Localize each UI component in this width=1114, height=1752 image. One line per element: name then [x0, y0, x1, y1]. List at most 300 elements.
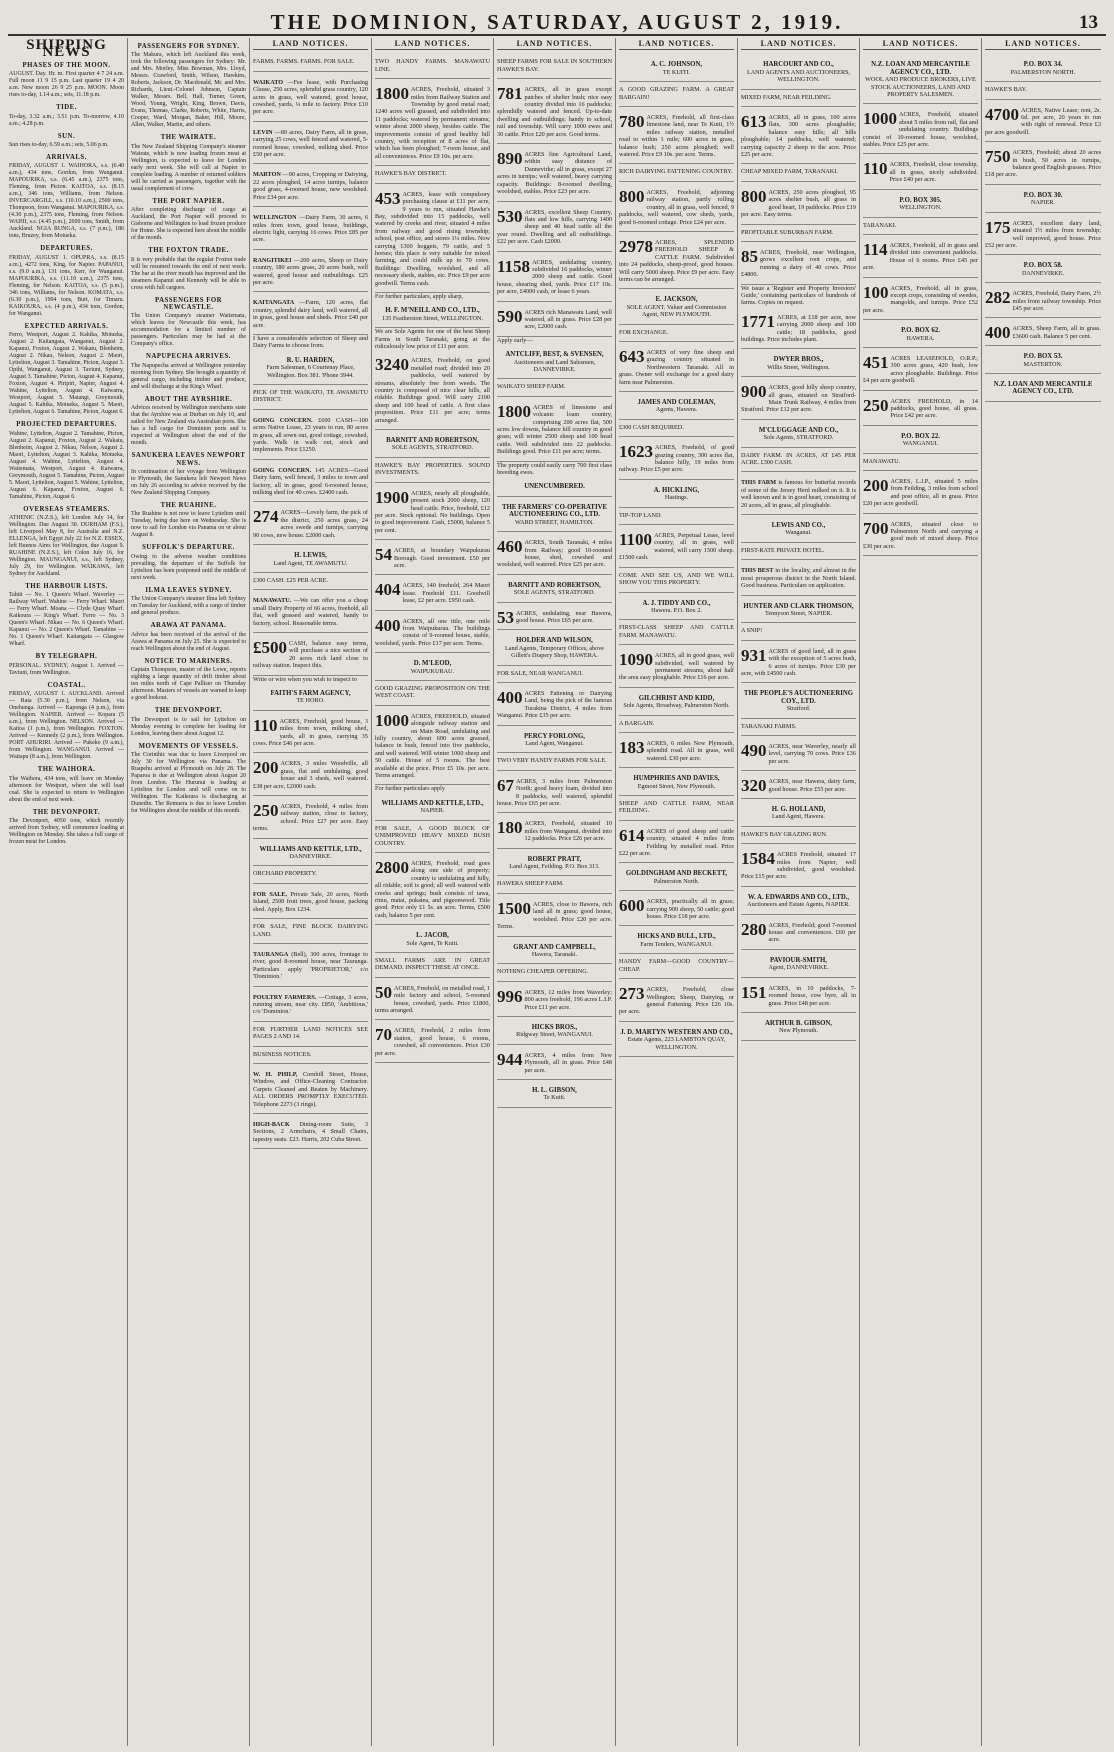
notice-note: The property could easily carry 700 first class breeding ewes. — [497, 461, 612, 477]
news-heading: THE PORT NAPIER. — [152, 197, 225, 205]
acreage-figure: 110 — [863, 159, 888, 179]
agent-signature-block — [497, 575, 612, 603]
notice-heading: TWO VERY HANDY FARMS FOR SALE. — [497, 753, 612, 770]
agent-address: SOLE AGENTS, STRATFORD. — [513, 589, 596, 597]
agent-signature-block — [619, 289, 734, 324]
land-advertisement — [985, 142, 1101, 185]
advertisement-body — [253, 129, 368, 159]
acreage-figure: 614 — [619, 825, 645, 845]
agent-address: 135 Featherston Street, WELLINGTON. — [382, 314, 483, 322]
column-header: LAND NOTICES. — [253, 40, 368, 50]
advertisement-body — [741, 851, 856, 881]
news-body: The Union Company's steamer Waitemata, which leaves for Newcastle this week, has accommodation for a limited number of passengers. Particulars may be had at the Company's office. — [131, 313, 246, 348]
acreage-figure: 280 — [741, 919, 767, 939]
advertisement-text: ACRES Fattening or Dairying Land, being the pick of the famous Turakina District, 4 miles from Wanganui. Price £35 per acre. — [497, 689, 612, 720]
agent-signature-block — [741, 420, 856, 448]
land-advertisement — [863, 104, 978, 154]
shipping-section-body: To-day, 3.32 a.m.; 3.51 p.m. To-morrow, 4.10 a.m.; 4.28 p.m. — [9, 113, 124, 127]
advertisement-body — [253, 715, 368, 748]
agent-signature-block — [375, 793, 490, 821]
land-advertisement — [375, 540, 490, 575]
acreage-figure: 890 — [497, 149, 523, 169]
agent-signature-block — [985, 255, 1101, 283]
agent-signature-block — [619, 863, 734, 891]
notice-note: We are Sole Agents for one of the best Sheep Farms in South Taranaki, going at the ridiculously low price of £11 per acre. — [375, 328, 490, 350]
news-body: The Corinthic was due to leave Liverpool on July 30 for Wellington via Panama. The Ruapehu arrived at Plymouth on July 28. The Paparoa is due at Wellington about August 20 from London. The Hurunui is loading at Lyttelton for London and will come on to Wellington. The Kaikoura is discharging at Dunedin. The Remuera is due to leave London for Wellington about the middle of this month. — [131, 751, 246, 814]
agent-name: D. M'LEOD, — [413, 660, 452, 668]
land-advertisement — [375, 184, 490, 293]
advertisement-body — [985, 290, 1101, 312]
land-advertisement — [741, 107, 856, 164]
notice-heading: A BARGAIN. — [619, 716, 734, 733]
advertisement-text: ACRES, 4 miles from New Plymouth, all in grass. Price £48 per acre. — [524, 1051, 612, 1074]
notice-heading: A GOOD GRAZING FARM. A GREAT BARGAIN! — [619, 82, 734, 107]
advertisement-body — [497, 86, 612, 138]
acreage-figure: 1771 — [741, 311, 775, 331]
agent-address: MASTERTON. — [1023, 360, 1063, 368]
advertisement-body — [253, 299, 368, 329]
agent-name: P.O. BOX 34. — [1023, 61, 1063, 69]
land-advertisement — [497, 894, 612, 937]
advertisement-headline: GOING CONCERN. — [253, 466, 312, 474]
acreage-figure: 54 — [375, 545, 392, 565]
agent-name: P.O. BOX 30. — [1023, 191, 1063, 199]
agent-signature-block — [253, 839, 368, 867]
advertisement-text: ACRES Freehold, situated 17 miles from Napier, well subdivided, good woolshed. Price £15 per acre. — [741, 851, 856, 881]
agent-signature-block — [619, 593, 734, 621]
advertisement-body — [619, 652, 734, 682]
acreage-figure: 1000 — [863, 109, 897, 129]
agent-name: HOLDER AND WILSON, — [516, 637, 593, 645]
shipping-section-body: Ferro, Westport, August 2. Kahika, Motueka, August 2. Kaitangata, Wanganui, August 2. Kapanui, Foxton, August 2. Wakatu, Blenheim, August 2. Nikau, Nelson, August 2. Maori, Lyttelton, August 3. Tamahine, Picton, August 3. Opihi, Wanganui, August 3. Taviuni, Sydney, August 3. Tamahine, Picton, August 4. Kapanui, Foxton, August 4. Piripiri, Napier, August 4. Wahine, Lyttelton, August 4. Kaiwarra, Westport, August 5. Matangi, Greymouth, August 5. Kahika, Motueka, August 5. Maori, Lyttelton, August 6. Tamahine, Picton, August 6. — [9, 332, 124, 416]
news-body: In continuation of her voyage from Wellington to Plymouth, the Sanukera left Newport News on July 26 according to advice received by the New Zealand Shipping Company. — [131, 469, 246, 497]
notice-heading: MANAWATU. — [863, 454, 978, 471]
agent-signature-block — [253, 683, 368, 711]
advertisement-body — [863, 395, 978, 420]
advertisement-text: —Dairy Farm, 30 acres, 6 miles from town, good house, buildings, electric light, carrying 16 cows. Price £85 per acre. — [253, 214, 369, 244]
news-body: Captain Thompson, master of the Lowe, reports sighting a large quantity of drift timber about ten miles north of Cape Palliser on Thursday afternoon. Masters of vessels are warned to keep a good lookout. — [131, 667, 246, 702]
advertisement-text: Private Sale, 20 acres, North Island, 2500 fruit trees, good house, packing shed. Apply, Box 1234. — [253, 890, 369, 913]
shipping-section-body: Wahine, Lyttelton, August 2. Tamahine, Picton, August 2. Kapanui, Foxton, August 2. Wakatu, Blenheim, August 2. Nikau, Nelson, August 2. Maori, Lyttelton, August 3. Kahika, Motueka, August 4. Wahine, Lyttelton, August 4. Waitemata, Westport, August 4. Kaiwarra, Greymouth, August 5. Tamahine, Picton, August 5. Maori, Lyttelton, August 5. Wahine, Lyttelton, August 6. Kapanui, Foxton, August 6. Tamahine, Picton, August 6. — [9, 430, 124, 500]
advertisement-body — [253, 214, 368, 244]
agent-signature-block — [375, 925, 490, 953]
shipping-section-heading: BY TELEGRAPH. — [35, 653, 98, 661]
acreage-figure: 530 — [497, 206, 523, 226]
advertisement-text: ACRES, at boundary Waipukurau Borough. Good investment. £50 per acre. — [394, 547, 490, 569]
land-advertisement — [741, 377, 856, 420]
advertisement-body — [497, 206, 612, 246]
advertisement-text: ACRES, Perpetual Lease, level country, all in grass, well watered, will carry 1500 sheep. £1500 cash. — [619, 532, 734, 562]
agent-name: P.O. BOX 62. — [901, 327, 940, 335]
advertisement-text: ACRES, practically all in grass; carrying 900 sheep, 50 cattle; good house. Price £18 per acre. — [646, 898, 734, 921]
advertisement-text: ACRES, all one title, one mile from Waipukurau. The buildings consist of 9-roomed house, stable, woolshed, yards. Price £17 per acre. Terms. — [375, 617, 490, 647]
notice-heading: DAIRY FARM. IN ACRES, AT £45 PER ACRE. £300 CASH. — [741, 448, 856, 473]
advertisement-text: —Cottage, 3 acres, running stream, near city. £850, 'Ambitious,' c/o 'Dominion.' — [253, 993, 368, 1016]
advertisement-text: ACRES, Freehold, of good grazing country, 300 acres flat, balance hilly, 19 miles from railway. Price £5 per acre. — [619, 444, 734, 474]
advertisement-text: ACRES fine Agricultural Land, within easy distance of Dannevirke; all in grass, except 27 acres in turnips; well watered, heavy carrying capacity. Buildings: 8-roomed dwelling, woolshed, stables. Price £23 per acre. — [497, 151, 612, 196]
agent-signature-block — [253, 545, 368, 573]
shipping-section-heading: SUN. — [57, 132, 76, 140]
agent-address: WANGANUI. — [902, 440, 939, 448]
agent-signature-block — [741, 683, 856, 718]
land-advertisement — [253, 207, 368, 250]
acreage-figure: 3240 — [375, 355, 409, 375]
advertisement-text: ACRES, excellent dairy land, situated 1½ miles from township; well improved, good house. Price £52 per acre. — [985, 219, 1101, 249]
notice-heading: £300 CASH REQUIRED. — [619, 420, 734, 437]
advertisement-text: in the locality, and almost in the most prosperous district in the North Island. Good business. Particulars on application. — [741, 567, 856, 590]
land-advertisement — [863, 278, 978, 321]
agent-name: THE PEOPLE'S AUCTIONEERING COY., LTD. — [743, 690, 854, 705]
shipping-section-body: FRIDAY, AUGUST 1. AUCKLAND. Arrived — Rata (5.30 p.m.), from Nelson, via Onehunga. Arrived — Kaponga (4 p.m.), from Wellington. NAPIER. Arrived — Kopara (5 a.m.), from Wellington. NELSON. Arrived — Kaitoa (1 p.m.), from Wellington. FOXTON. Arrived — Kennedy (2 p.m.), from Wellington. PORT AHURIRI. Arrived — Pukeko (9 a.m.), from Wellington. WANGANUI. Arrived — Waitapu (8 a.m.), from Wellington. — [9, 691, 124, 761]
column-shipping-cont — [128, 38, 250, 1746]
agent-address: WELLINGTON. — [899, 204, 942, 212]
advertisement-text: ACRES, all in grass except patches of shelter bush; nice easy country divided into 16 paddocks; splendidly watered and fenced. Up-to-date dwelling and outbuildings; handy to school, rail and township. Will carry 1000 ewes and 30 cattle. Price £20 per acre. Good terms. — [497, 86, 612, 138]
advertisement-body — [375, 86, 490, 160]
advertisement-body — [497, 306, 612, 331]
land-advertisement — [741, 307, 856, 350]
agent-name: HARCOURT AND CO., — [763, 61, 834, 69]
advertisement-headline: KAITANGATA — [253, 299, 295, 307]
advertisement-body — [497, 775, 612, 808]
agent-name: J. D. MARTYN WESTERN AND CO., — [620, 1028, 733, 1036]
agent-signature-block — [741, 596, 856, 624]
land-advertisement — [619, 645, 734, 688]
agent-name: THE FARMERS' CO-OPERATIVE AUCTIONEERING CO., LTD. — [501, 503, 608, 519]
notice-heading: NOTHING CHEAPER OFFERING. — [497, 964, 612, 981]
acreage-figure: 750 — [985, 147, 1011, 167]
news-heading: THE RUAHINE. — [160, 502, 217, 510]
land-advertisement — [619, 821, 734, 864]
news-body: The Napupecha arrived at Wellington yesterday morning from Sydney. She brought a quantity of general cargo, including timber and produce, and will discharge at the King's Wharf. — [131, 362, 246, 390]
advertisement-body — [741, 311, 856, 344]
shipping-section-body: Tahiti — No. 1 Queen's Wharf. Waverley — Railway Wharf. Wahine — Ferry Wharf. Maori — Ferry Wharf. Moana — Clyde Quay Wharf. Kaikoura — King's Wharf. Ferro — No. 3 Queen's Wharf. Nikau — No. 6 Queen's Wharf. Kapanui — No. 2 Queen's Wharf. Tamahine — No. 1 Queen's Wharf. Kaitangata — Glasgow Wharf. — [9, 592, 124, 648]
agent-signature-block — [497, 1080, 612, 1108]
news-body: Owing to the adverse weather conditions prevailing, the departure of the Suffolk for Lyttelton has been postponed until the middle of next week. — [131, 553, 246, 581]
advertisement-text: ACRES, lease with compulsory purchasing clause at £11 per acre, 9 years to run, situated Hawke's Bay, subdivided into 15 paddocks, well watered by creeks and river, situated 4 miles from railway and good rising township; school, post office, and stores 1¼ miles. Now carrying 1300 hoggets, 79 cattle, and 5 horses; this place is very suitable for mixed farming, and could milk up to 70 cows. Buildings: Dwelling, woolshed, and all necessary sheds, stables, etc. Price £9 per acre goodwill. Terms cash. — [375, 190, 490, 287]
shipping-section-heading: DEPARTURES. — [40, 245, 93, 253]
agent-signature-block — [497, 476, 612, 496]
advertisement-text: ACRES, situated close to Palmerston North and carrying a good mob of mixed sheep. Price £30 per acre. — [863, 520, 978, 550]
acreage-figure: 320 — [741, 776, 767, 796]
acreage-figure: 67 — [497, 775, 514, 795]
advertisement-body — [741, 246, 856, 279]
notice-heading: FOR EXCHANGE. — [619, 325, 734, 342]
agent-signature-block — [619, 54, 734, 82]
advertisement-text: ACRES, all in good grass, well subdivided, well watered by permanent streams, about half the area easy ploughable. Price £16 per acre. — [619, 652, 734, 682]
acreage-figure: 613 — [741, 112, 767, 132]
agent-signature-block — [985, 54, 1101, 82]
advertisement-text: ACRES, excellent Sheep Country, flats and low hills, carrying 1400 sheep and 40 head cattle all the year round. Dwelling and all outbuildings. £22 per acre. Cash £2000. — [497, 208, 612, 246]
land-advertisement — [497, 202, 612, 252]
land-advertisement — [741, 182, 856, 225]
agent-address: Egmont Street, New Plymouth. — [637, 782, 716, 790]
shipping-section-heading: TIDE. — [56, 104, 77, 112]
advertisement-text: ACRES LEASEHOLD, O.R.P.; 390 acres grass, 420 bush, low acres ploughable. Buildings. Price £4 per acre goodwill. — [863, 354, 978, 385]
column-header: LAND NOTICES. — [497, 40, 612, 50]
shipping-section-body: FRIDAY, AUGUST 1. OPUPRA, s.s. (8.15 a.m.), 4272 tons, King, for Napier. PAPANUI, s.s. (9.0 a.m.), 131 tons, Kerr, for Wanganui. MAPOURIKA, s.s. (11.10 a.m.), 2375 tons, Fleming, for Nelson. KAITOA, s.s. (5 p.m.), 346 tons, Williams, for Nelson. KOMATA, s.s. (6.30 p.m.), 1994 tons, Burt, for Timaru. KAIKOURA, s.s. (4 p.m.), 434 tons, Gordon, for Wanganui. — [9, 254, 124, 317]
agent-name: LEWIS AND CO., — [771, 522, 826, 530]
acreage-figure: 183 — [619, 737, 645, 757]
advertisement-text: (Bell), 300 acres, frontage to river, good 8-roomed house, near Tauranga. Particulars apply 'PROPRIETOR,' c/o 'Dominion.' — [253, 950, 368, 981]
column-land-7 — [982, 38, 1104, 1746]
notice-heading: FOR SALE, A GOOD BLOCK OF UNIMPROVED HEAVY MIXED BUSH COUNTRY. — [375, 821, 490, 853]
agent-name: GRANT AND CAMPBELL, — [513, 943, 596, 951]
land-advertisement — [253, 72, 368, 122]
acreage-figure: 800 — [619, 186, 645, 206]
agent-name: P.O. BOX 22. — [901, 432, 940, 440]
land-advertisement — [497, 79, 612, 144]
notice-heading: TARANAKI. — [863, 218, 978, 235]
notice-note: I have a considerable selection of Sheep and Dairy Farms to choose from. — [253, 334, 368, 350]
agent-address: Palmerston North. — [653, 877, 700, 885]
acreage-figure: 643 — [619, 346, 645, 366]
agent-name: FAITH'S FARM AGENCY, — [270, 689, 351, 697]
notice-note: For further particulars apply — [375, 785, 445, 793]
advertisement-text: ACRES FREEHOLD, in 14 paddocks, good house, all grass. Price £42 per acre. — [890, 397, 978, 420]
agent-signature-block — [375, 430, 490, 458]
shipping-section-body: FRIDAY, AUGUST 1. WAIHORA, s.s. (6.40 a.m.), 434 tons, Gordon, from Wanganui. MAPOURIKA, s.s. (6.45 a.m.), 2375 tons, Fleming, from Picton. KAITOA, s.s. (8.15 a.m.), 346 tons, Williams, from Nelson. INVERCARGILL, s.s. (10.10 a.m.), 2500 tons, Thompson, from Wanganui. MAPOURIKA, s.s. (4.30 p.m.), 2375 tons, Fleming, from Nelson. WAIHI, s.s. (4.45 p.m.), 2600 tons, Smith, from Auckland. NGIA RUNGA, s.s. (7 p.m.), 186 tons, Bruzey, from Motueka. — [9, 163, 124, 240]
advertisement-text: ACRES, SPLENDID FREEHOLD SHEEP & CATTLE FARM. Subdivided into 24 paddocks, sheep-proof, good houses. Will carry 5000 sheep. Price £9 per acre. Easy terms can be arranged. — [619, 238, 734, 283]
agent-name: H. F. M'NEILL AND CO., LTD., — [385, 307, 480, 315]
agent-address: PALMERSTON NORTH. — [1010, 68, 1076, 76]
advertisement-body — [985, 323, 1101, 343]
land-advertisement — [985, 318, 1101, 346]
acreage-figure: 1000 — [375, 710, 409, 730]
advertisement-text: ACRES—Lovely farm, the pick of the district, 250 acres grass, 24 acres swede and turnips, carrying 90 cows, new house. £2000 cash. — [253, 509, 368, 539]
acreage-figure: 250 — [863, 395, 889, 415]
advertisement-body — [619, 186, 734, 226]
news-heading: THE FOXTON TRADE. — [148, 247, 229, 255]
advertisement-text: ACRES of limestone and volcanic loam country, comprising 200 acres flat, 500 acres low downs, balance hill country in good grass; will winter 2500 sheep and 100 head cattle. Well subdivided into 22 paddocks. Buildings good. Price £11 per acre; terms. — [497, 403, 612, 456]
advertisement-text: ACRES, Freehold, on metalled road, 1 mile factory and school, 5-roomed house, cowshed, yards. Price £1800, terms arranged. — [375, 984, 490, 1014]
advertisement-body — [375, 357, 490, 424]
news-body: The Ruahine is not now to leave Lyttelton until Tuesday, being due here on Wednesday. She is now to sail for London via Panama on or about August 8. — [131, 511, 246, 539]
land-advertisement — [253, 1064, 368, 1114]
advertisement-body — [741, 776, 856, 796]
news-heading: NOTICE TO MARINERS. — [144, 657, 233, 665]
advertisement-body — [253, 803, 368, 833]
news-heading: THE WAIRATE. — [160, 134, 217, 142]
agent-name: UNENCUMBERED. — [524, 483, 585, 491]
agent-name: ANTCLIFF, BEST, & SVENSEN, — [505, 351, 604, 359]
agent-address: WOOL AND PRODUCE BROKERS, LIVE STOCK AUCTIONEERS, LAND AND PROPERTY SALESMEN. — [865, 76, 976, 99]
land-advertisement — [863, 154, 978, 189]
advertisement-body — [863, 161, 978, 183]
advertisement-text: ACRES, Freehold, situated 3 miles from Railway Station and Township by good metal road; 1240 acres well grassed, and subdivided into 11 paddocks; watered by permanent streams; winter about 2000 sheep, besides cattle. The improvements consist of good healthy hill country, with reception of 8 acres of flat, which has been ploughed; 7-room house, and all conveniences. Price £9 10s. per acre. — [375, 86, 490, 160]
advertisement-text: ACRES, FREEHOLD, situated alongside railway station and on Main Road, undulating and hilly country, about 600 acres grassed, balance in bush, fenced into five paddocks, and well watered. Will winter 1000 sheep and 50 cattle. House of 5 rooms. The best available at the price. Price £5 10s. per acre. Terms arranged. — [375, 712, 490, 780]
land-advertisement — [619, 107, 734, 164]
advertisement-text: ACRES, Native Lease; rent, 2s. 6d. per acre, 20 years to run with right of renewal. Price £3 per acre goodwill. — [985, 106, 1101, 136]
land-advertisement — [497, 1045, 612, 1080]
advertisement-body — [497, 986, 612, 1011]
land-advertisement — [253, 753, 368, 796]
advertisement-body — [863, 239, 978, 272]
advertisement-text: ACRES, at £18 per acre, now carrying 2000 sheep and 100 cattle; 18 paddocks, good buildings. Price includes plant. — [741, 313, 856, 343]
advertisement-body — [863, 352, 978, 385]
column-land-6 — [860, 38, 982, 1746]
notice-heading: HAWERA SHEEP FARM. — [497, 876, 612, 893]
news-heading: MOVEMENTS OF VESSELS. — [138, 742, 239, 750]
land-advertisement — [253, 796, 368, 839]
acreage-figure: 996 — [497, 986, 523, 1006]
agent-signature-block — [619, 688, 734, 716]
notice-heading: FOR SALE, NEAR WANGANUI. — [497, 666, 612, 683]
land-advertisement — [497, 982, 612, 1017]
land-advertisement — [741, 736, 856, 771]
masthead-title: THE DOMINION, SATURDAY, AUGUST 2, 1919. — [270, 10, 844, 34]
land-advertisement — [375, 1020, 490, 1063]
news-heading: THE DEVONPORT. — [154, 707, 223, 715]
agent-address: Land Agents, Temporary Offices, above Gillett's Drapery Shop, HAWERA. — [505, 644, 604, 660]
advertisement-body — [253, 597, 368, 627]
acreage-figure: 1800 — [375, 84, 409, 104]
agent-name: WILLIAMS AND KETTLE, LTD., — [259, 845, 362, 853]
advertisement-text: ACRES, Freehold, all in grass and divided into convenient paddocks. House of 6 rooms. Price £45 per acre. — [863, 241, 978, 272]
advertisement-text: —Fee lease, with Purchasing Clause, 250 acres, splendid grass country, 120 acres in grass, well watered, good house, cowshed, yards, ¼ mile to factory. Price £10 per acre. — [253, 78, 368, 116]
notice-heading: TWO HANDY FARMS. MANAWATU LINE. — [375, 54, 490, 79]
agent-address: Agent, DANNEVIRKE. — [768, 964, 829, 972]
agent-name: ARTHUR B. GIBSON, — [765, 1019, 832, 1027]
agent-name: ROBERT PRATT, — [527, 855, 582, 863]
news-heading: SANUKERA LEAVES NEWPORT NEWS. — [131, 452, 246, 467]
agent-signature-block — [741, 887, 856, 915]
agent-address: Te Kuiti. — [543, 1094, 566, 1102]
column-land-2 — [372, 38, 494, 1746]
land-advertisement — [253, 633, 368, 676]
agent-name: N.Z. LOAN AND MERCANTILE AGENCY CO., LTD. — [993, 380, 1093, 396]
agent-address: LAND AGENTS AND AUCTIONEERS, WELLINGTON. — [746, 68, 851, 84]
advertisement-body — [619, 346, 734, 386]
notice-heading: ORCHARD PROPERTY. — [253, 866, 368, 883]
acreage-figure: 250 — [253, 801, 279, 821]
land-advertisement — [375, 350, 490, 430]
notice-heading: SHEEP AND CATTLE FARM, NEAR FEILDING. — [619, 796, 734, 821]
advertisement-text: ACRES, in 10 paddocks, 7-roomed house, cow byre, all in grass. Price £48 per acre. — [768, 984, 856, 1007]
land-advertisement — [619, 733, 734, 768]
agent-signature-block — [741, 1013, 856, 1041]
acreage-figure: 400 — [985, 323, 1011, 343]
advertisement-body — [253, 891, 368, 913]
acreage-figure: 100 — [863, 282, 889, 302]
advertisement-body — [253, 171, 368, 201]
news-body: After completing discharge of cargo at Auckland, the Port Napier will proceed to Gisborne and Wellington to load frozen produce for Home. She is expected here about the middle of the month. — [131, 207, 246, 242]
advertisement-body — [863, 111, 978, 148]
advertisement-body — [619, 825, 734, 858]
advertisement-headline: LEVIN — [253, 128, 273, 136]
agent-signature-block — [253, 350, 368, 385]
agent-address: Farm Tenders, WANGANUI. — [640, 940, 713, 948]
shipping-section-body: Sun rises to-day, 6.59 a.m.; sets, 5.06 p.m. — [9, 142, 109, 149]
advertisement-headline: RANGITIKEI — [253, 256, 292, 264]
agent-address: TE HORO. — [296, 697, 325, 705]
advertisement-headline: W. H. PHILP, — [253, 1070, 298, 1078]
advertisement-body — [253, 467, 368, 497]
notice-note: Write or wire when you wish to inspect to — [253, 675, 357, 683]
agent-name: PERCY FORLONG, — [524, 732, 585, 740]
advertisement-text: ACRES, 140 freehold, 264 Maori lease. Freehold £11. Goodwill lease, £2 per acre. £950 cash. — [402, 582, 490, 605]
agent-signature-block — [741, 54, 856, 89]
advertisement-body — [741, 384, 856, 414]
agent-signature-block — [497, 726, 612, 754]
land-advertisement — [619, 182, 734, 232]
agent-address: Auctioneers and Land Salesmen, DANNEVIRKE. — [513, 358, 596, 373]
notice-heading: COME AND SEE US, AND WE WILL SHOW YOU THIS PROPERTY. — [619, 568, 734, 593]
advertisement-body — [375, 710, 490, 780]
land-advertisement — [741, 560, 856, 595]
notice-heading: HAWKE'S BAY. — [985, 82, 1101, 99]
agent-name: P.O. BOX 305. — [899, 196, 942, 204]
news-heading: ILMA LEAVES SYDNEY. — [145, 586, 232, 594]
shipping-section-heading: THE DEVONPORT. — [32, 808, 101, 816]
acreage-figure: 1100 — [619, 530, 653, 550]
agent-signature-block — [741, 349, 856, 377]
agent-signature-block — [863, 426, 978, 454]
advertisement-headline: POULTRY FARMERS. — [253, 993, 317, 1001]
advertisement-text: CASH, balance easy terms, will purchase a nice section of 20 acres rich land close to railway station. Inspect this. — [253, 639, 368, 670]
notice-heading: HANDY FARM—GOOD COUNTRY—CHEAP. — [619, 954, 734, 979]
advertisement-text: ACRES, Freehold, close Wellington; Sheep, Dairying, or general Fattening. Price £26 10s. per acre. — [619, 986, 734, 1016]
advertisement-body — [985, 217, 1101, 250]
advertisement-body — [741, 479, 856, 509]
notice-heading: HAWKE'S BAY PROPERTIES. SOUND INVESTMENTS. — [375, 458, 490, 483]
advertisement-text: ACRES, Freehold, 4 miles from railway station, close to factory, school. Price £27 per acre. Easy terms. — [253, 803, 368, 833]
acreage-figure: 931 — [741, 645, 767, 665]
acreage-figure: 282 — [985, 288, 1011, 308]
agent-signature-block — [741, 515, 856, 543]
advertisement-body — [375, 857, 490, 919]
advertisement-text: ACRES, 12 miles from Waverley; 800 acres freehold, 196 acres L.I.P. Price £11 per acre. — [524, 988, 612, 1011]
advertisement-text: ACRES of good land, all in grass with the exception of 5 acres bush, 6 acres of turnips. Price £30 per acre, with £4500 cash. — [741, 647, 856, 677]
land-advertisement — [375, 706, 490, 786]
land-advertisement — [497, 302, 612, 337]
acreage-figure: 1500 — [497, 898, 531, 918]
advertisement-body — [253, 257, 368, 287]
advertisement-body — [253, 1121, 368, 1143]
agent-signature-block — [863, 190, 978, 218]
agent-address: HAWERA. — [906, 334, 935, 342]
advertisement-text: —Farm, 120 acres, flat country, splendid dairy land, well watered, all in grass, good house and sheds. Price £40 per acre. — [253, 299, 369, 329]
notice-heading: FARMS. FARMS. FARMS. FOR SALE. — [253, 54, 368, 71]
agent-address: SOLE AGENT. Valuer and Commission Agent, NEW PLYMOUTH. — [626, 303, 727, 319]
agent-name: N.Z. LOAN AND MERCANTILE AGENCY CO., LTD. — [871, 61, 970, 76]
news-body: The Union Company's steamer Ilma left Sydney on Tuesday for Auckland, with a cargo of timber and general produce. — [131, 596, 246, 617]
agent-name: M'CLUGGAGE AND CO., — [758, 426, 839, 434]
acreage-figure: 1158 — [497, 256, 531, 276]
advertisement-text: ACRES, all in grass, 100 acres flats, 300 acres ploughable; balance easy hills; all hills ploughable; 14 paddocks, well watered; carrying capacity 2 sheep to the acre. Price £25 per acre. — [741, 114, 856, 159]
land-advertisement — [497, 813, 612, 848]
agent-name: H. G. HOLLAND, — [771, 806, 826, 813]
land-advertisement — [375, 978, 490, 1021]
acreage-figure: 114 — [863, 239, 888, 259]
advertisement-text: ACRES, Freehold, road goes along one side of property; country is undulating and hilly, all ridable; soil is good; all well watered with creeks and springs; bush consists of tawa, rimu, matai, pukatea, and pigeonwood. Title good. Price only £1 5s. an acre. Terms, £500 cash, balance 5 per cent. — [375, 859, 490, 919]
agent-name: BARNITT AND ROBERTSON, — [386, 437, 479, 445]
agent-address: SOLE AGENTS, STRATFORD. — [391, 444, 474, 452]
advertisement-body — [375, 1027, 490, 1057]
advertisement-text: ACRES, Freehold; good 7-roomed house and conveniences. £60 per acre. — [768, 921, 856, 944]
agent-address: Land Agent, Wanganui. — [525, 740, 584, 747]
agent-signature-block — [619, 768, 734, 796]
shipping-section-heading: PROJECTED DEPARTURES. — [16, 421, 117, 429]
agent-address: Land Agent, Hawera. — [772, 813, 825, 821]
column-header: LAND NOTICES. — [985, 40, 1101, 50]
notice-heading: TARANAKI FARMS. — [741, 719, 856, 736]
shipping-section-heading: ARRIVALS. — [46, 154, 87, 162]
land-advertisement — [619, 891, 734, 926]
advertisement-text: ACRES, Freehold, situated 10 miles from Wanganui, divided into 12 paddocks. Price £26 per acre. — [524, 820, 612, 843]
acreage-figure: 70 — [375, 1025, 392, 1045]
masthead-rule — [8, 34, 1106, 36]
acreage-figure: 451 — [863, 352, 889, 372]
